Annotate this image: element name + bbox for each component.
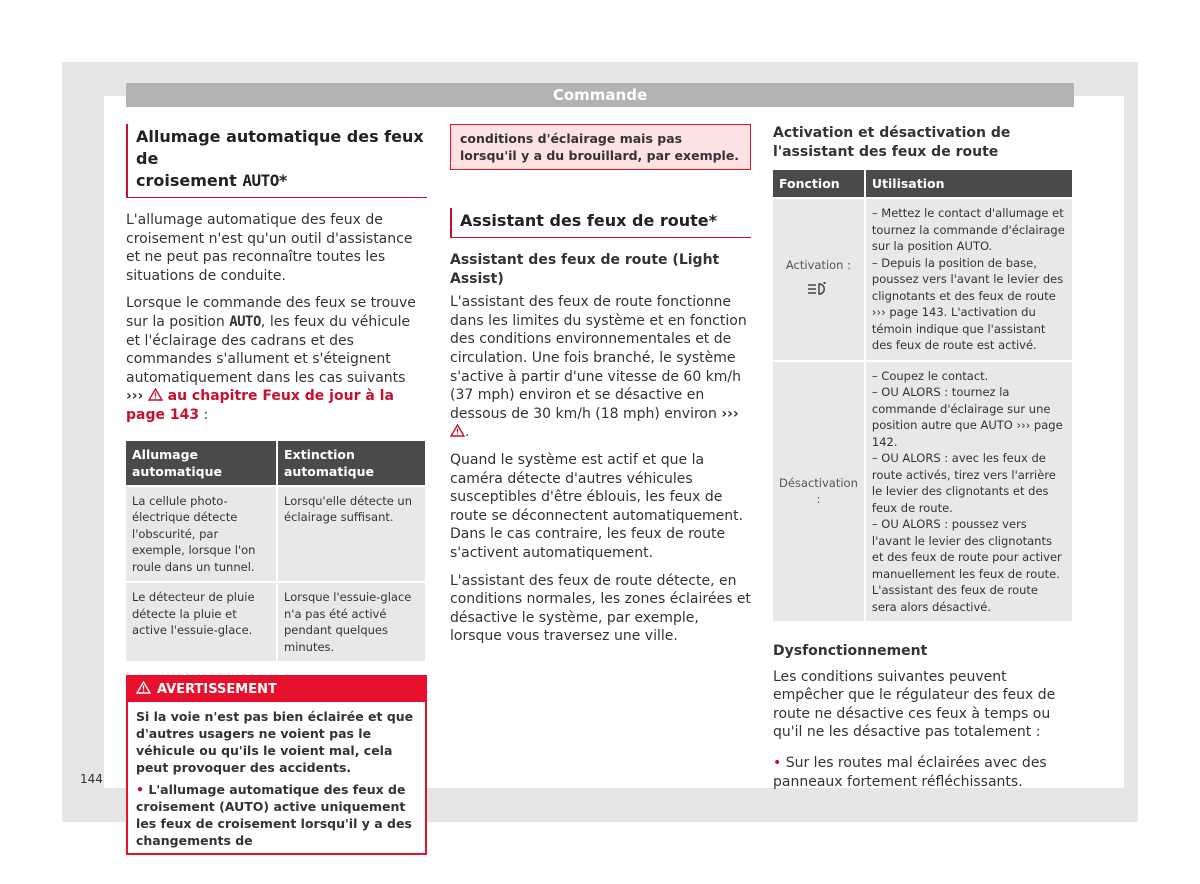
table-cell: Lorsqu'elle détecte un éclairage suffisant. — [278, 487, 425, 582]
instruction-line: – OU ALORS : poussez vers l'avant le levier des clignotants et des feux de route pour activer manuellement les feux de route. L'assistant des feux de route sera alors désactivé. — [871, 517, 1062, 614]
warning-box — [126, 675, 427, 855]
high-beam-assist-icon — [806, 281, 830, 297]
warning-header — [128, 677, 425, 702]
light-assist-paragraph: L'assistant des feux de route fonctionne dans les limites du système et en fonction des conditions environnementales et de circulation. Une fois branché, le système s'active à partir d'une vitesse de 60 km/h (37 mph) environ et se désactive en dessous de 30 km/h (18 mph) environ ››› . — [450, 294, 747, 441]
subtitle-light-assist: Assistant des feux de route (Light Assist) — [450, 252, 720, 287]
column-middle — [450, 124, 751, 646]
section-title-high-beam: Assistant des feux de route* — [450, 208, 751, 238]
table-row — [773, 362, 1072, 622]
column-right — [773, 124, 1074, 791]
table-row — [126, 583, 425, 661]
warning-text: Si la voie n'est pas bien éclairée et que d'autres usagers ne voient pas le véhicule ou qu'ils le voient mal, cela peut provoquer des accidents. — [136, 709, 414, 776]
table-header: Extinction automatique — [278, 441, 425, 485]
warning-continuation-box: conditions d'éclairage mais pas lorsqu'il y a du brouillard, par exemple. — [450, 124, 751, 170]
warning-body — [128, 702, 425, 853]
warning-triangle-icon — [148, 388, 163, 401]
city-paragraph: L'assistant des feux de route détecte, en conditions normales, les zones éclairées et désactive le système, par exemple, lorsque vous traversez une ville. — [450, 572, 751, 645]
title-line-2: croisement AUTO* — [136, 171, 288, 190]
table-cell: Le détecteur de pluie détecte la pluie et active l'essuie-glace. — [126, 583, 276, 661]
section-title-auto-lights — [126, 124, 427, 198]
warning-bullet-item: • L'allumage automatique des feux de croisement (AUTO) active uniquement les feux de croisement lorsqu'il y a des changements de — [136, 782, 412, 849]
table-header: Fonction — [773, 170, 864, 197]
chapter-link[interactable]: au chapitre Feux de jour à la page 143 — [126, 388, 394, 423]
instruction-line: – Mettez le contact d'allumage et tournez la commande d'éclairage sur la position AUTO. — [871, 206, 1065, 253]
table-cell — [866, 362, 1072, 622]
warning-title: AVERTISSEMENT — [157, 682, 277, 698]
conditions-paragraph: Lorsque le commande des feux se trouve sur la position AUTO, les feux du véhicule et l'éclairage des cadrans et des commandes s'allument et s'éteignent automatiquement dans les cas suivants ››› au chapitre Feux de jour à la page 143 : — [126, 295, 416, 423]
camera-paragraph: Quand le système est actif et que la caméra détecte d'autres véhicules susceptibles d'être éblouis, les feux de route se déconnectent automatiquement. Dans le cas contraire, les feux de route s'activent automatiquement. — [450, 451, 744, 561]
table-header: Utilisation — [866, 170, 1072, 197]
list-item: • Sur les routes mal éclairées avec des panneaux fortement réfléchissants. — [773, 754, 1047, 790]
activation-table — [771, 168, 1074, 623]
table-cell: Désactivation : — [773, 362, 864, 622]
auto-symbol: AUTO — [242, 171, 279, 190]
instruction-line: – Depuis la position de base, poussez vers l'avant le levier des clignotants et des feux de route ››› page 143. L'activation du témoin indique que l'assistant des feux de route est activé. — [871, 255, 1064, 352]
page-number: 144 — [80, 772, 103, 786]
malfunction-title: Dysfonctionnement — [773, 643, 928, 659]
instruction-line: – Coupez le contact. — [871, 368, 989, 383]
warning-triangle-icon — [450, 424, 465, 437]
instruction-line: – OU ALORS : tournez la commande d'éclairage sur une position autre que AUTO ››› page 142. — [871, 385, 1063, 449]
section-header: Commande — [126, 83, 1074, 107]
warning-triangle-icon — [136, 681, 151, 694]
table-cell: La cellule photo-électrique détecte l'obscurité, par exemple, lorsque l'on roule dans un tunnel. — [126, 487, 276, 582]
intro-paragraph: L'allumage automatique des feux de croisement n'est qu'un outil d'assistance et ne peut pas reconnaître toutes les situations de conduite. — [126, 212, 413, 284]
table-cell: Lorsque l'essuie-glace n'a pas été activé pendant quelques minutes. — [278, 583, 425, 661]
activation-title: Activation et désactivation de l'assistant des feux de route — [773, 125, 1011, 160]
table-cell — [866, 199, 1072, 360]
auto-symbol: AUTO — [229, 313, 261, 330]
arrows-link[interactable]: ››› — [721, 405, 739, 422]
malfunction-paragraph: Les conditions suivantes peuvent empêcher que le régulateur des feux de route ne désactive ces feux à temps ou qu'il ne les désactive pas totalement : — [773, 668, 1056, 741]
table-header: Allumage automatique — [126, 441, 276, 485]
table-cell — [773, 199, 864, 360]
auto-lights-table — [124, 439, 427, 664]
column-left — [126, 124, 427, 855]
table-row — [126, 487, 425, 582]
activation-label: Activation : — [785, 257, 851, 272]
arrows-link[interactable]: ››› — [126, 388, 144, 405]
title-line-1: Allumage automatique des feux de — [136, 127, 424, 168]
table-row — [773, 199, 1072, 360]
instruction-line: – OU ALORS : avec les feux de route activés, tirez vers l'arrière le levier des clignotants et des feux de route. — [871, 451, 1056, 515]
